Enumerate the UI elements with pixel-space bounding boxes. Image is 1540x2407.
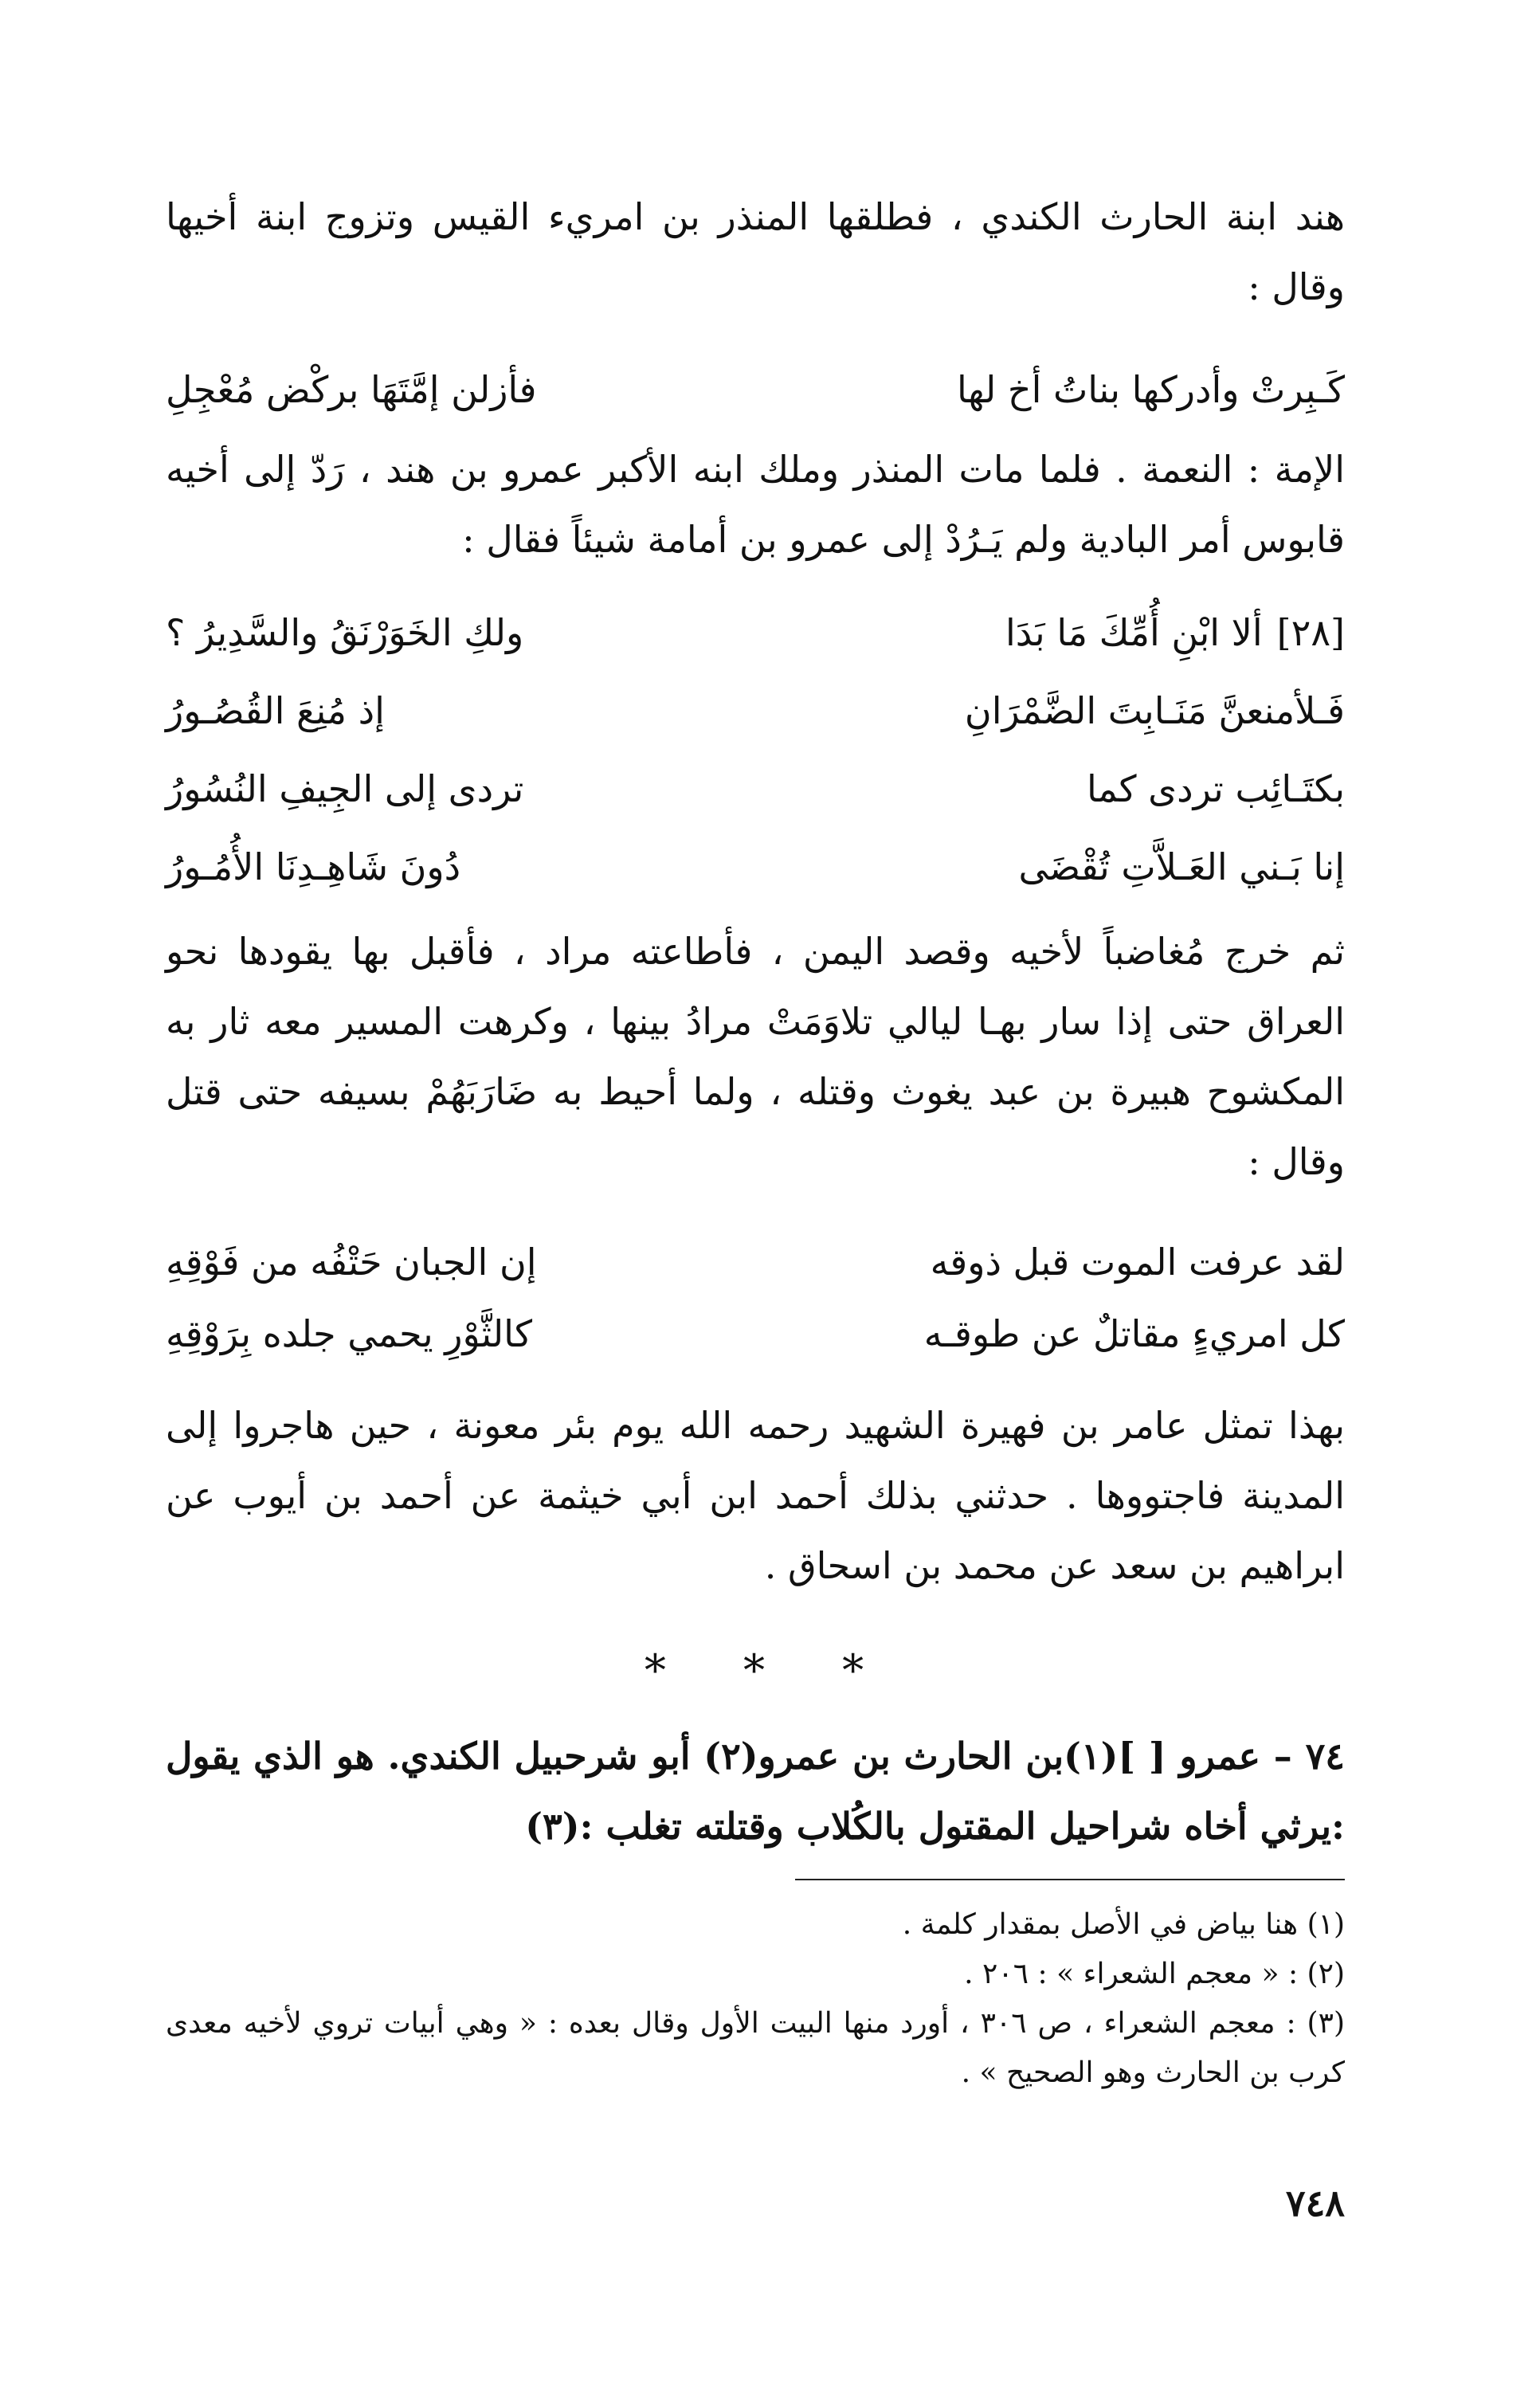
- verse-second-hemistich: كالثَّوْرِ يحمي جلده بِرَوْقِهِ: [166, 1312, 533, 1355]
- verse-line: [166, 355, 1345, 425]
- footnote: (٣) : معجم الشعراء ، ص ٣٠٦ ، أورد منها البيت الأول وقال بعده : « وهي أبيات تروي لأخيه معدى كرب بن الحارث وهو الصحيح » .: [166, 2007, 1345, 2089]
- verse-second-hemistich: دُونَ شَاهِـدِنَا الأُمُـورُ: [166, 845, 461, 888]
- commentary-paragraph: الإمة : النعمة . فلما مات المنذر وملك ابنه الأكبر عمرو بن هند ، رَدّ إلى أخيه قابوس أمر البادية ولم يَـرُدْ إلى عمرو بن أمامة شيئاً فقال :: [166, 448, 1345, 561]
- verse-first-hemistich: كل امريءٍ مقاتلٌ عن طوقـه: [923, 1312, 1345, 1355]
- source-paragraph: بهذا تمثل عامر بن فهيرة الشهيد رحمه الله يوم بئر معونة ، حين هاجروا إلى المدينة فاجتووها . حدثني بذلك أحمد ابن أبي خيثمة عن أحمد بن أيوب عن ابراهيم بن سعد عن محمد بن اسحاق .: [166, 1404, 1345, 1587]
- verse-first-hemistich: بكتَـائِب تردى كما: [1087, 767, 1345, 810]
- poem-line: [166, 754, 1345, 824]
- intro-paragraph: هند ابنة الحارث الكندي ، فطلقها المنذر بن امريء القيس وتزوج ابنة أخيها وقال :: [166, 195, 1345, 308]
- footnote: (٢) : « معجم الشعراء » : ٢٠٦ .: [964, 1958, 1345, 1990]
- verse-line: [166, 1299, 1345, 1369]
- verse-second-hemistich: فأزلن إمَّتَهَا بركْض مُعْجِلِ: [166, 368, 537, 411]
- narrative-paragraph: ثم خرج مُغاضباً لأخيه وقصد اليمن ، فأطاعته مراد ، فأقبل بها يقودها نحو العراق حتى إذا سار بهـا ليالي تلاوَمَتْ مرادُ بينها ، وكرهت المسير معه ثار به المكشوح هبيرة بن عبد يغوث وقتله ، ولما أحيط به ضَارَبَهُمْ بسيفه حتى قتل وقال :: [166, 930, 1345, 1183]
- poem-line: [166, 598, 1345, 668]
- entry-heading-paragraph: ٧٤ – عمرو [ ](١)بن الحارث بن عمرو(٢) أبو شرحبيل الكندي. هو الذي يقول :يرثي أخاه شراحيل المقتول بالكُلاب وقتلته تغلب :(٣): [166, 1735, 1345, 1848]
- verse-first-hemistich: إنا بَـني العَـلاَّتِ تُقْضَى: [1018, 845, 1345, 888]
- poem-line: [166, 676, 1345, 746]
- verse-second-hemistich: تردى إلى الجِيفِ النُسُورُ: [166, 767, 524, 810]
- verse-second-hemistich: إذ مُنِعَ القُصُـورُ: [166, 689, 385, 732]
- poem-line: [166, 832, 1345, 902]
- verse-first-hemistich: ألا ابْنِ أُمِّكَ مَا بَدَا: [1005, 611, 1263, 654]
- section-separator: * * *: [644, 1645, 896, 1695]
- footnote-divider: [795, 1879, 1345, 1880]
- verse-first-hemistich: كَـبِرتْ وأدركها بناتُ أخ لها: [957, 368, 1345, 411]
- poem-number: [٢٨]: [1276, 611, 1345, 654]
- page-number: ٧٤٨: [1285, 2182, 1345, 2225]
- verse-first-hemistich: لقد عرفت الموت قبل ذوقه: [930, 1241, 1345, 1284]
- verse-line: [166, 1227, 1345, 1297]
- verse-second-hemistich: إن الجبان حَتْفُه من فَوْقِهِ: [166, 1241, 537, 1284]
- verse-first-hemistich: فَـلأمنعنَّ مَنَـابِتَ الضَّمْرَانِ: [964, 689, 1345, 732]
- footnote: (١) هنا بياض في الأصل بمقدار كلمة .: [902, 1908, 1345, 1941]
- verse-second-hemistich: ولكِ الخَوَرْنَقُ والسَّدِيرُ ؟: [165, 611, 524, 654]
